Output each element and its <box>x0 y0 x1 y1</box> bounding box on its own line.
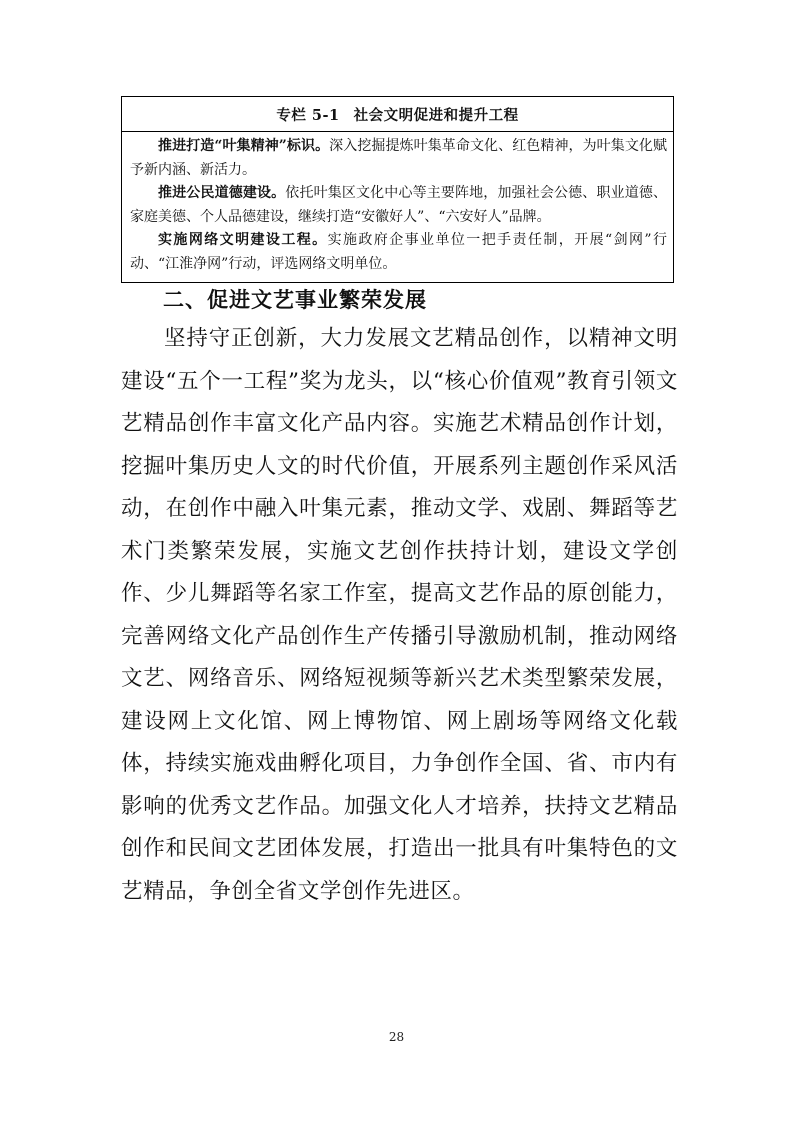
column-box-item-text: 深入挖掘提炼叶集革命文化、红色精神，为叶集文化赋予新内涵、新活力。 <box>130 138 668 178</box>
column-box-body <box>122 132 673 282</box>
column-box-item-lead: 推进公民道德建设。 <box>158 185 286 201</box>
column-box-title-text: 社会文明促进和提升工程 <box>353 106 519 124</box>
column-box-item-lead: 推进打造“叶集精神”标识。 <box>158 138 330 154</box>
column-box-title <box>122 97 673 132</box>
column-box-item-lead: 实施网络文明建设工程。 <box>158 232 328 248</box>
column-box-item <box>130 182 667 229</box>
column-box-item <box>130 229 667 276</box>
section-heading: 二、促进文艺事业繁荣发展 <box>163 288 427 312</box>
body-paragraph: 坚持守正创新，大力发展文艺精品创作，以精神文明建设“五个一工程”奖为龙头，以“核心价值观”教育引领文艺精品创作丰富文化产品内容。实施艺术精品创作计划，挖掘叶集历史人文的时代价值，开展系列主题创作采风活动，在创作中融入叶集元素，推动文学、戏剧、舞蹈等艺术门类繁荣发展，实施文艺创作扶持计划，建设文学创作、少儿舞蹈等名家工作室，提高文艺作品的原创能力，完善网络文化产品创作生产传播引导激励机制，推动网络文艺、网络音乐、网络短视频等新兴艺术类型繁荣发展，建设网上文化馆、网上博物馆、网上剧场等网络文化载体，持续实施戏曲孵化项目，力争创作全国、省、市内有影响的优秀文艺作品。加强文化人才培养，扶持文艺精品创作和民间文艺团体发展，打造出一批具有叶集特色的文艺精品，争创全省文学创作先进区。 <box>121 326 678 904</box>
column-box-title-number: 专栏 5-1 <box>276 106 340 124</box>
page-number: 28 <box>388 1030 405 1044</box>
column-box-item <box>130 135 667 182</box>
column-box <box>121 96 674 283</box>
column-box-item-text: 依托叶集区文化中心等主要阵地，加强社会公德、职业道德、家庭美德、个人品德建设，继续打造“安徽好人”、“六安好人”品牌。 <box>130 185 668 225</box>
column-box-item-text: 实施政府企事业单位一把手责任制，开展“剑网”行动、“江淮净网”行动，评选网络文明单位。 <box>130 232 667 272</box>
